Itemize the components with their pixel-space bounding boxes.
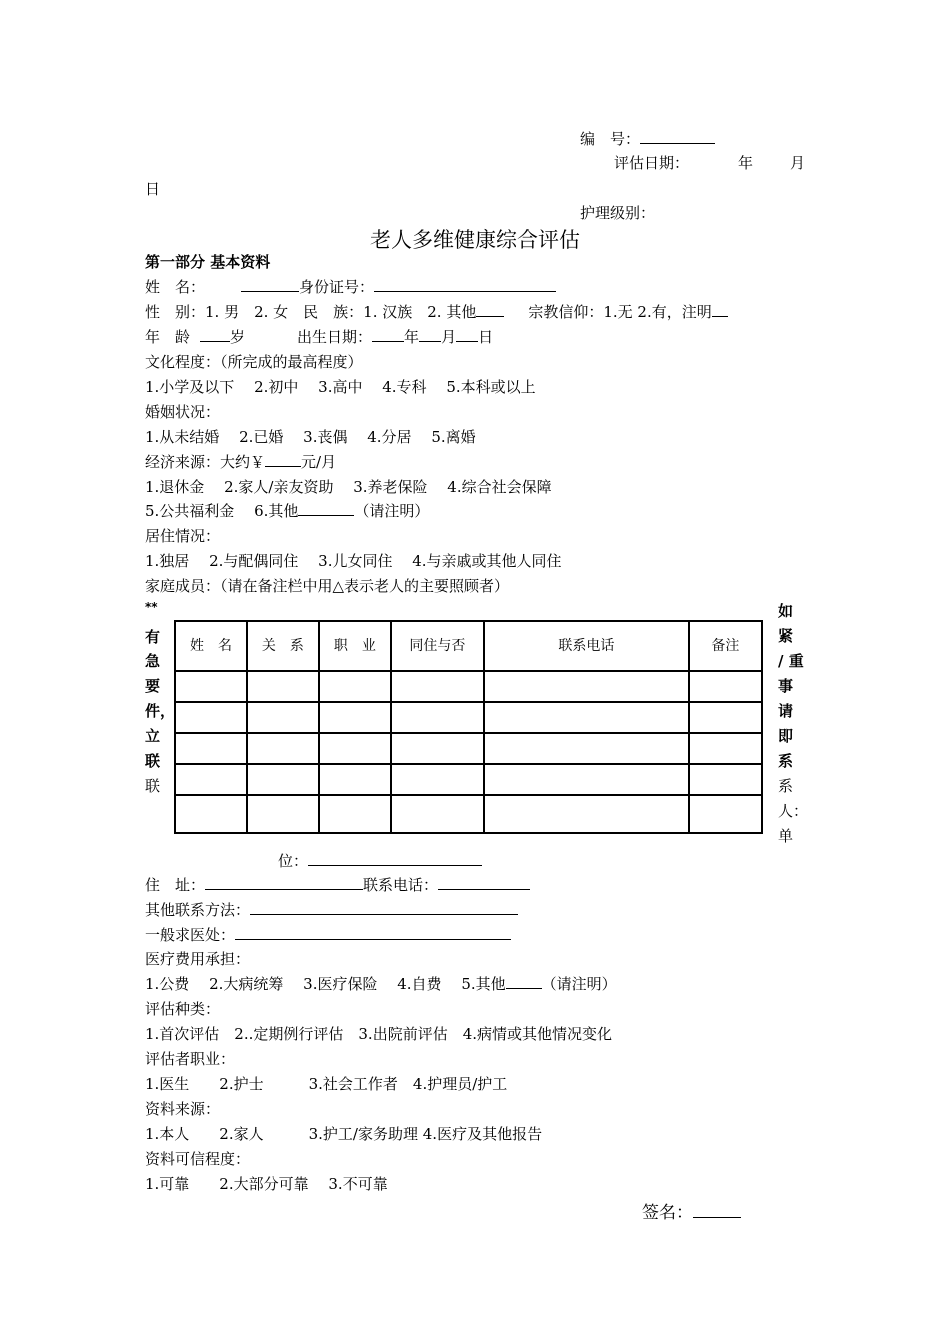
unit-row — [278, 850, 482, 871]
birth-year-field[interactable] — [372, 327, 404, 342]
reliability-options[interactable]: 1.可靠 2.大部分可靠 3.不可靠 — [145, 1175, 388, 1193]
table-cell[interactable] — [247, 795, 319, 833]
table-cell[interactable] — [689, 795, 762, 833]
table-cell[interactable] — [484, 733, 689, 764]
assessor-label: 评估者职业： — [145, 1050, 236, 1068]
phone-label: 联系电话： — [363, 876, 439, 894]
economy-label: 经济来源：大约￥ — [145, 453, 266, 471]
religion-field[interactable] — [712, 302, 728, 317]
economy-other-field[interactable] — [298, 501, 354, 516]
other-contact-row — [145, 900, 518, 920]
table-cell[interactable] — [319, 671, 391, 702]
right-note-0: 如 — [778, 602, 794, 620]
source-options[interactable]: 1.本人 2.家人 3.护工/家务助理 4.医疗及其他报告 — [145, 1125, 543, 1143]
table-cell[interactable] — [391, 795, 484, 833]
right-note-6: 系 — [778, 752, 794, 770]
birth-day-unit: 日 — [478, 328, 494, 346]
age-label: 年 龄 — [145, 328, 191, 346]
economy-options-2b: （请注明） — [354, 502, 430, 520]
table-cell[interactable] — [175, 733, 247, 764]
left-note-3: 要 — [145, 677, 161, 695]
table-cell[interactable] — [175, 702, 247, 733]
unit-label: 位： — [278, 852, 309, 870]
right-note-3: 事 — [778, 677, 794, 695]
age-row — [145, 327, 493, 347]
right-note-8: 人： — [778, 802, 809, 820]
id-label: 身份证号： — [299, 278, 375, 296]
signature-field[interactable] — [693, 1201, 741, 1218]
family-label: 家庭成员：（请在备注栏中用△表示老人的主要照顾者） — [145, 577, 510, 595]
birth-day-field[interactable] — [456, 327, 478, 342]
economy-row — [145, 452, 336, 472]
birth-month-field[interactable] — [419, 327, 441, 342]
table-cell[interactable] — [689, 671, 762, 702]
economy-options-2a[interactable]: 5.公共福利金 6.其他 — [145, 502, 299, 520]
medical-cost-row — [145, 974, 617, 994]
medical-cost-label: 医疗费用承担： — [145, 950, 251, 968]
living-label: 居住情况： — [145, 527, 221, 545]
age-field[interactable] — [200, 327, 230, 342]
left-note-4: 件， — [145, 702, 176, 720]
record-number-field[interactable] — [640, 129, 715, 144]
record-number — [580, 128, 715, 149]
doctor-label: 一般求医处： — [145, 926, 236, 944]
left-note-7: 联 — [145, 777, 161, 795]
right-note-4: 请 — [778, 702, 794, 720]
marriage-label: 婚姻状况： — [145, 403, 221, 421]
left-note-5: 立 — [145, 727, 161, 745]
signature-label: 签名： — [642, 1203, 693, 1223]
marriage-options[interactable]: 1.从未结婚 2.已婚 3.丧偶 4.分居 5.离婚 — [145, 428, 476, 446]
economy-options-2 — [145, 501, 429, 521]
table-cell[interactable] — [484, 795, 689, 833]
name-field[interactable] — [241, 277, 299, 292]
table-cell[interactable] — [319, 764, 391, 795]
religion-label: 宗教信仰：1.无 2.有，注明 — [528, 303, 712, 321]
birth-month-unit: 月 — [441, 328, 457, 346]
table-cell[interactable] — [319, 733, 391, 764]
record-number-label: 编 号： — [580, 130, 641, 148]
table-cell[interactable] — [391, 764, 484, 795]
ethnic-other-field[interactable] — [476, 302, 504, 317]
doctor-field[interactable] — [235, 925, 511, 940]
table-cell[interactable] — [319, 702, 391, 733]
unit-field[interactable] — [308, 851, 482, 866]
table-row — [175, 671, 762, 702]
name-label: 姓 名： — [145, 278, 206, 296]
assessor-options[interactable]: 1.医生 2.护士 3.社会工作者 4.护理员/护工 — [145, 1075, 508, 1093]
table-cell[interactable] — [247, 671, 319, 702]
care-level-label: 护理级别： — [580, 204, 656, 222]
right-note-2: / 重 — [778, 652, 804, 670]
assess-type-options[interactable]: 1.首次评估 2..定期例行评估 3.出院前评估 4.病情或其他情况变化 — [145, 1025, 613, 1043]
table-cell[interactable] — [484, 702, 689, 733]
col-relation: 关 系 — [247, 621, 319, 671]
address-field[interactable] — [205, 875, 363, 890]
education-label: 文化程度：（所完成的最高程度） — [145, 353, 363, 371]
medical-cost-options[interactable]: 1.公费 2.大病统筹 3.医疗保险 4.自费 5.其他 — [145, 975, 506, 993]
gender-label: 性 别：1. 男 2. 女 民 族：1. 汉族 2. 其他 — [145, 303, 477, 321]
other-contact-field[interactable] — [250, 900, 518, 915]
table-row — [175, 702, 762, 733]
address-row — [145, 875, 530, 895]
gender-row — [145, 302, 728, 322]
id-field[interactable] — [374, 277, 556, 292]
col-name: 姓 名 — [175, 621, 247, 671]
left-note-0: ** — [145, 600, 158, 614]
medical-cost-other-field[interactable] — [506, 974, 542, 989]
table-cell[interactable] — [484, 671, 689, 702]
left-note-1: 有 — [145, 628, 161, 646]
table-cell[interactable] — [319, 795, 391, 833]
table-cell[interactable] — [391, 671, 484, 702]
birth-label: 出生日期： — [297, 328, 373, 346]
assess-type-label: 评估种类： — [145, 1000, 221, 1018]
family-table — [174, 620, 763, 834]
income-field[interactable] — [265, 452, 301, 467]
date-month: 月 — [790, 154, 806, 172]
col-remark: 备注 — [689, 621, 762, 671]
table-cell[interactable] — [689, 702, 762, 733]
left-note-6: 联 — [145, 752, 161, 770]
doctor-row — [145, 925, 511, 945]
table-cell[interactable] — [689, 764, 762, 795]
table-row — [175, 795, 762, 833]
date-year: 年 — [738, 154, 754, 172]
table-cell[interactable] — [247, 733, 319, 764]
other-contact-label: 其他联系方法： — [145, 901, 251, 919]
table-cell[interactable] — [247, 702, 319, 733]
table-row — [175, 764, 762, 795]
assessment-date — [614, 152, 689, 173]
right-note-1: 紧 — [778, 627, 794, 645]
address-label: 住 址： — [145, 876, 206, 894]
living-options[interactable]: 1.独居 2.与配偶同住 3.儿女同住 4.与亲戚或其他人同住 — [145, 552, 562, 570]
table-cell[interactable] — [175, 764, 247, 795]
right-note-5: 即 — [778, 727, 794, 745]
family-table-header — [175, 621, 762, 671]
date-day: 日 — [145, 180, 161, 198]
name-row — [145, 277, 556, 297]
col-cohabit: 同住与否 — [391, 621, 484, 671]
table-cell[interactable] — [689, 733, 762, 764]
medical-cost-note: （请注明） — [541, 975, 617, 993]
table-cell[interactable] — [175, 795, 247, 833]
phone-field[interactable] — [438, 875, 530, 890]
right-note-7: 系 — [778, 777, 794, 795]
assessment-date-label: 评估日期： — [614, 154, 690, 172]
table-cell[interactable] — [175, 671, 247, 702]
education-options[interactable]: 1.小学及以下 2.初中 3.高中 4.专科 5.本科或以上 — [145, 378, 536, 396]
table-cell[interactable] — [391, 702, 484, 733]
col-phone: 联系电话 — [484, 621, 689, 671]
section-title: 第一部分 基本资料 — [145, 253, 271, 271]
reliability-label: 资料可信程度： — [145, 1150, 251, 1168]
source-label: 资料来源： — [145, 1100, 221, 1118]
age-unit: 岁 — [230, 328, 246, 346]
table-cell[interactable] — [484, 764, 689, 795]
left-note-2: 急 — [145, 652, 161, 670]
table-cell[interactable] — [247, 764, 319, 795]
economy-options-1[interactable]: 1.退休金 2.家人/亲友资助 3.养老保险 4.综合社会保障 — [145, 478, 552, 496]
signature-row — [642, 1198, 741, 1223]
table-row — [175, 733, 762, 764]
birth-year-unit: 年 — [404, 328, 420, 346]
table-cell[interactable] — [391, 733, 484, 764]
page-title: 老人多维健康综合评估 — [370, 228, 580, 252]
income-unit: 元/月 — [301, 453, 337, 471]
col-occupation: 职 业 — [319, 621, 391, 671]
right-note-9: 单 — [778, 827, 794, 845]
